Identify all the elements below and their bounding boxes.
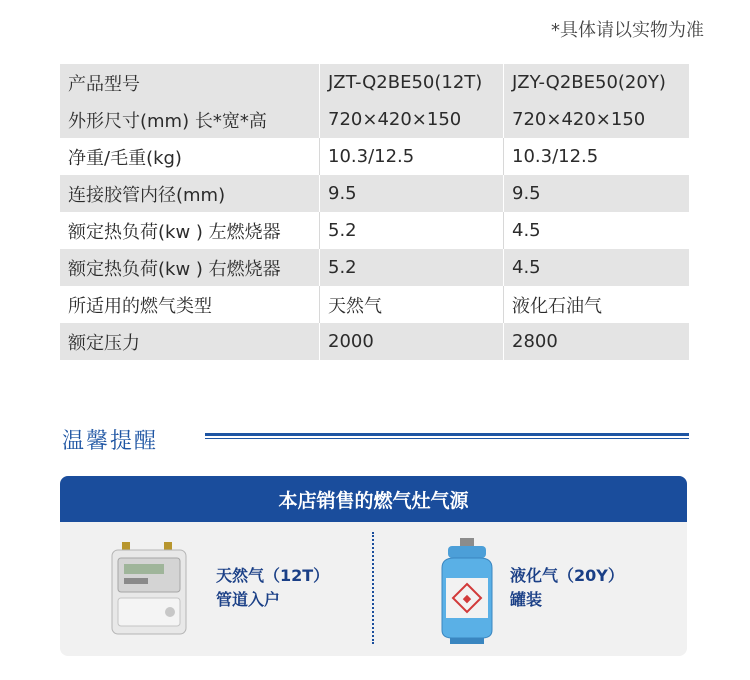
natural-gas-type: 天然气（12T） [216, 566, 330, 585]
spec-value-20y: 9.5 [503, 175, 689, 212]
spec-label: 额定压力 [68, 332, 140, 354]
spec-value-12t: 2000 [319, 323, 503, 360]
table-row [60, 138, 689, 175]
spec-value-12t: 10.3/12.5 [319, 138, 503, 175]
panel-body [60, 522, 687, 656]
spec-value-20y: 4.5 [503, 249, 689, 286]
spec-value-12t: 9.5 [319, 175, 503, 212]
spec-label: 所适用的燃气类型 [68, 295, 212, 317]
natural-gas-supply: 管道入户 [216, 590, 281, 609]
spec-label: 外形尺寸(mm) 长*宽*高 [68, 110, 267, 132]
spec-value-12t: 5.2 [319, 212, 503, 249]
lpg-type: 液化气（20Y） [510, 566, 624, 585]
spec-value-12t: JZT-Q2BE50(12T) [319, 64, 503, 101]
table-row [60, 323, 689, 360]
spec-label: 额定热负荷(kw ) 左燃烧器 [68, 221, 281, 243]
spec-value-12t: 5.2 [319, 249, 503, 286]
table-row [60, 212, 689, 249]
spec-value-20y: 720×420×150 [503, 101, 689, 138]
heading-rule [205, 433, 689, 439]
gas-meter-icon [108, 542, 190, 638]
spec-value-12t: 720×420×150 [319, 101, 503, 138]
spec-value-20y: 2800 [503, 323, 689, 360]
table-row [60, 286, 689, 323]
lpg-supply: 罐装 [510, 590, 543, 609]
natural-gas-label [216, 564, 329, 612]
gas-source-panel [60, 476, 687, 656]
gas-tank-icon [434, 538, 500, 644]
spec-value-20y: 4.5 [503, 212, 689, 249]
spec-value-20y: 液化石油气 [503, 286, 689, 323]
spec-value-20y: JZY-Q2BE50(20Y) [503, 64, 689, 101]
spec-table [60, 64, 689, 360]
lpg-source [374, 522, 687, 656]
spec-value-12t: 天然气 [319, 286, 503, 323]
spec-label: 产品型号 [68, 73, 140, 95]
svg-text:◆: ◆ [462, 592, 472, 605]
lpg-label [510, 564, 624, 612]
table-row [60, 249, 689, 286]
spec-label: 净重/毛重(kg) [68, 147, 182, 169]
table-row [60, 101, 689, 138]
table-row [60, 64, 689, 101]
natural-gas-source [60, 522, 372, 656]
spec-value-20y: 10.3/12.5 [503, 138, 689, 175]
tips-heading: 温馨提醒 [62, 429, 159, 454]
spec-label: 连接胶管内径(mm) [68, 184, 226, 206]
table-row [60, 175, 689, 212]
spec-label: 额定热负荷(kw ) 右燃烧器 [68, 258, 281, 280]
disclaimer-note: *具体请以实物为准 [551, 20, 704, 41]
panel-title: 本店销售的燃气灶气源 [60, 476, 687, 522]
